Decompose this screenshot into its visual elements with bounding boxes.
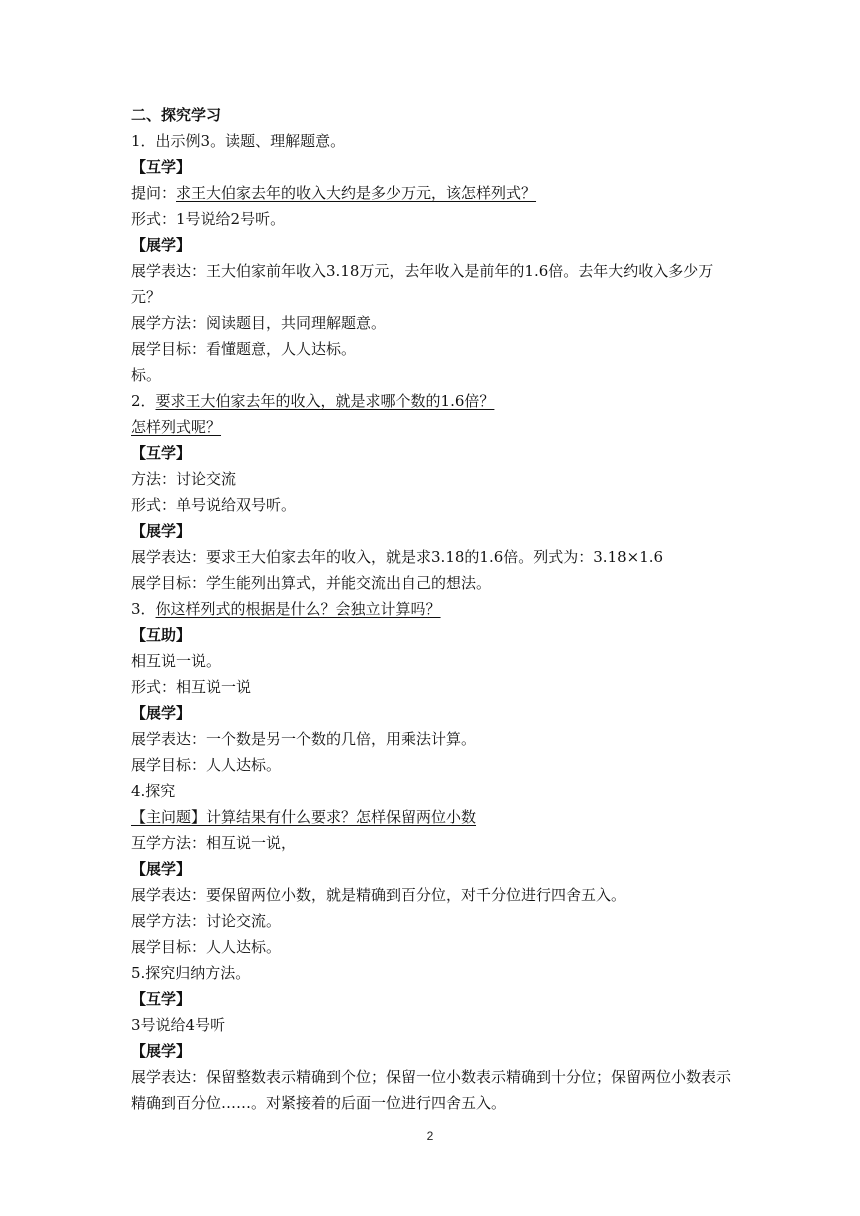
text-line (131, 362, 736, 388)
text-line (131, 986, 736, 1012)
line-text: 互学方法：相互说一说， (131, 834, 297, 852)
line-text: 相互说一说。 (131, 652, 222, 670)
line-text: 【互助】 (131, 626, 192, 644)
line-text: 展学目标：看懂题意，人人达标。 (131, 340, 357, 358)
line-text: 二、探究学习 (131, 106, 222, 124)
line-text: 方法：讨论交流 (131, 470, 237, 488)
line-text: 【互学】 (131, 990, 192, 1008)
text-line (131, 544, 736, 570)
line-text: 展学目标：人人达标。 (131, 938, 282, 956)
line-text: 1．出示例3。读题、理解题意。 (131, 132, 346, 150)
line-text: 【展学】 (131, 704, 192, 722)
line-text: 展学目标：人人达标。 (131, 756, 282, 774)
line-text: 求王大伯家去年的收入大约是多少万元，该怎样列式？ (176, 184, 537, 202)
text-line (131, 180, 736, 206)
line-text: 5.探究归纳方法。 (131, 964, 251, 982)
line-text: 4.探究 (131, 782, 176, 800)
text-line (131, 1038, 736, 1064)
text-line (131, 622, 736, 648)
line-text: 形式：相互说一说 (131, 678, 252, 696)
line-text: 【展学】 (131, 860, 192, 878)
text-line (131, 674, 736, 700)
text-line (131, 232, 736, 258)
line-text: 展学表达：要求王大伯家去年的收入，就是求3.18的1.6倍。列式为：3.18×1.6 (131, 548, 664, 566)
text-line (131, 700, 736, 726)
text-line (131, 960, 736, 986)
text-line (131, 726, 736, 752)
line-text: 【互学】 (131, 158, 192, 176)
line-text: 怎样列式呢？ (131, 418, 222, 436)
line-text: 形式：1号说给2号听。 (131, 210, 286, 228)
text-line (131, 830, 736, 856)
text-line (131, 570, 736, 596)
line-text: 展学表达：王大伯家前年收入3.18万元，去年收入是前年的1.6倍。去年大约收入多少万元？ (131, 262, 714, 306)
document-body (131, 102, 736, 1116)
text-line (131, 752, 736, 778)
text-line (131, 440, 736, 466)
text-line (131, 466, 736, 492)
line-text: 形式：单号说给双号听。 (131, 496, 297, 514)
text-line (131, 1012, 736, 1038)
line-text: 展学表达：要保留两位小数，就是精确到百分位，对千分位进行四舍五入。 (131, 886, 627, 904)
line-prefix: 提问： (131, 184, 177, 202)
text-line (131, 388, 736, 414)
text-line (131, 492, 736, 518)
text-line (131, 1064, 736, 1116)
line-text: 【互学】 (131, 444, 192, 462)
text-line (131, 206, 736, 232)
line-text: 3号说给4号听 (131, 1016, 226, 1034)
text-line (131, 102, 736, 128)
text-line (131, 882, 736, 908)
text-line (131, 518, 736, 544)
text-line (131, 908, 736, 934)
text-line (131, 310, 736, 336)
line-text: 【展学】 (131, 1042, 192, 1060)
line-text: 你这样列式的根据是什么？会独立计算吗？ (155, 600, 441, 618)
line-text: 【展学】 (131, 236, 192, 254)
text-line (131, 934, 736, 960)
text-line (131, 804, 736, 830)
line-text: 要求王大伯家去年的收入，就是求哪个数的1.6倍？ (155, 392, 495, 410)
text-line (131, 648, 736, 674)
text-line (131, 596, 736, 622)
text-line (131, 414, 736, 440)
line-text: 标。 (131, 366, 162, 384)
line-prefix: 3． (131, 600, 156, 618)
text-line (131, 778, 736, 804)
text-line (131, 856, 736, 882)
text-line (131, 258, 736, 310)
line-text: 展学表达：一个数是另一个数的几倍，用乘法计算。 (131, 730, 477, 748)
text-line (131, 154, 736, 180)
page-number: 2 (426, 1129, 434, 1143)
line-text: 展学方法：阅读题目，共同理解题意。 (131, 314, 387, 332)
line-prefix: 2． (131, 392, 156, 410)
text-line (131, 128, 736, 154)
line-text: 展学表达：保留整数表示精确到个位；保留一位小数表示精确到十分位；保留两位小数表示精确到百分位……。对紧接着的后面一位进行四舍五入。 (131, 1068, 732, 1112)
line-text: 展学目标：学生能列出算式，并能交流出自己的想法。 (131, 574, 492, 592)
line-text: 【展学】 (131, 522, 192, 540)
text-line (131, 336, 736, 362)
line-text: 【主问题】计算结果有什么要求？怎样保留两位小数 (131, 808, 477, 826)
line-text: 展学方法：讨论交流。 (131, 912, 282, 930)
